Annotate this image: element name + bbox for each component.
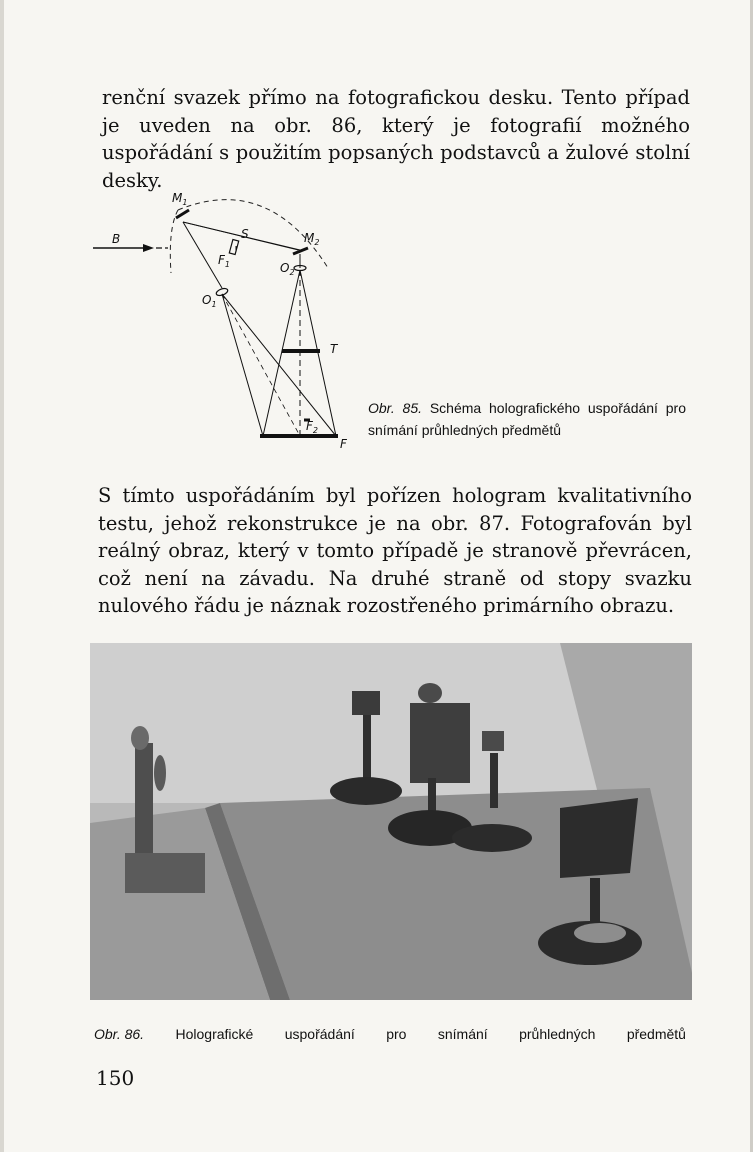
label-s: S	[241, 227, 249, 241]
caption-word: uspořádání	[284, 1026, 355, 1042]
figure-86-caption	[94, 1023, 686, 1045]
paragraph-middle: S tímto uspořádáním byl pořízen hologram kvalitativního testu, jehož rekonstrukce je na obr. 87. Fotografován byl reálný obraz, který v tomto případě je stranově převrácen, což není na závadu. Na druhé straně od stopy svazku nulového řádu je náznak rozostřeného primárního obrazu.	[98, 484, 692, 617]
label-t: T	[330, 342, 338, 356]
holographic-setup-photo	[90, 643, 692, 1000]
label-o2: $O_2$	[280, 261, 295, 277]
figure-85-caption-label: Obr. 85.	[368, 400, 422, 416]
caption-word: průhledných	[519, 1026, 596, 1042]
beam-m1-o1	[183, 222, 222, 288]
label-m1: $M_1$	[172, 191, 188, 207]
figure-86-caption-label: Obr. 86.	[94, 1026, 145, 1042]
label-plate: F	[340, 437, 347, 451]
label-o1: $O_1$	[202, 293, 217, 309]
object-beam-right	[222, 294, 336, 436]
beam-arrow	[143, 244, 154, 252]
figure-85-caption-text: Schéma holografického uspořádání pro snímání průhledných předmětů	[368, 400, 686, 438]
page-number: 150	[96, 1066, 135, 1090]
splitter-s	[229, 239, 238, 254]
caption-word: Holografické	[175, 1026, 254, 1042]
caption-word: pro	[386, 1026, 407, 1042]
caption-word: snímání	[437, 1026, 488, 1042]
figure-85-caption	[368, 397, 686, 441]
label-m2: $M_2$	[304, 231, 320, 247]
label-f2: $F_2$	[306, 419, 318, 435]
paragraph-top: renční svazek přímo na fotografickou desku. Tento případ je uveden na obr. 86, který je fotografií možného uspořádání s použitím popsaných podstavců a žulové stolní desky.	[102, 86, 690, 192]
mirror-arc-left	[170, 210, 178, 273]
figure-85-schematic	[88, 188, 358, 456]
object-beam-left	[222, 294, 263, 436]
mirror-m1	[176, 210, 189, 218]
page-edge-left	[0, 0, 4, 1152]
label-b: B	[112, 232, 121, 246]
caption-word: předmětů	[626, 1026, 686, 1042]
label-f1: $F_1$	[218, 253, 230, 269]
figure-86-photo	[90, 643, 692, 1000]
